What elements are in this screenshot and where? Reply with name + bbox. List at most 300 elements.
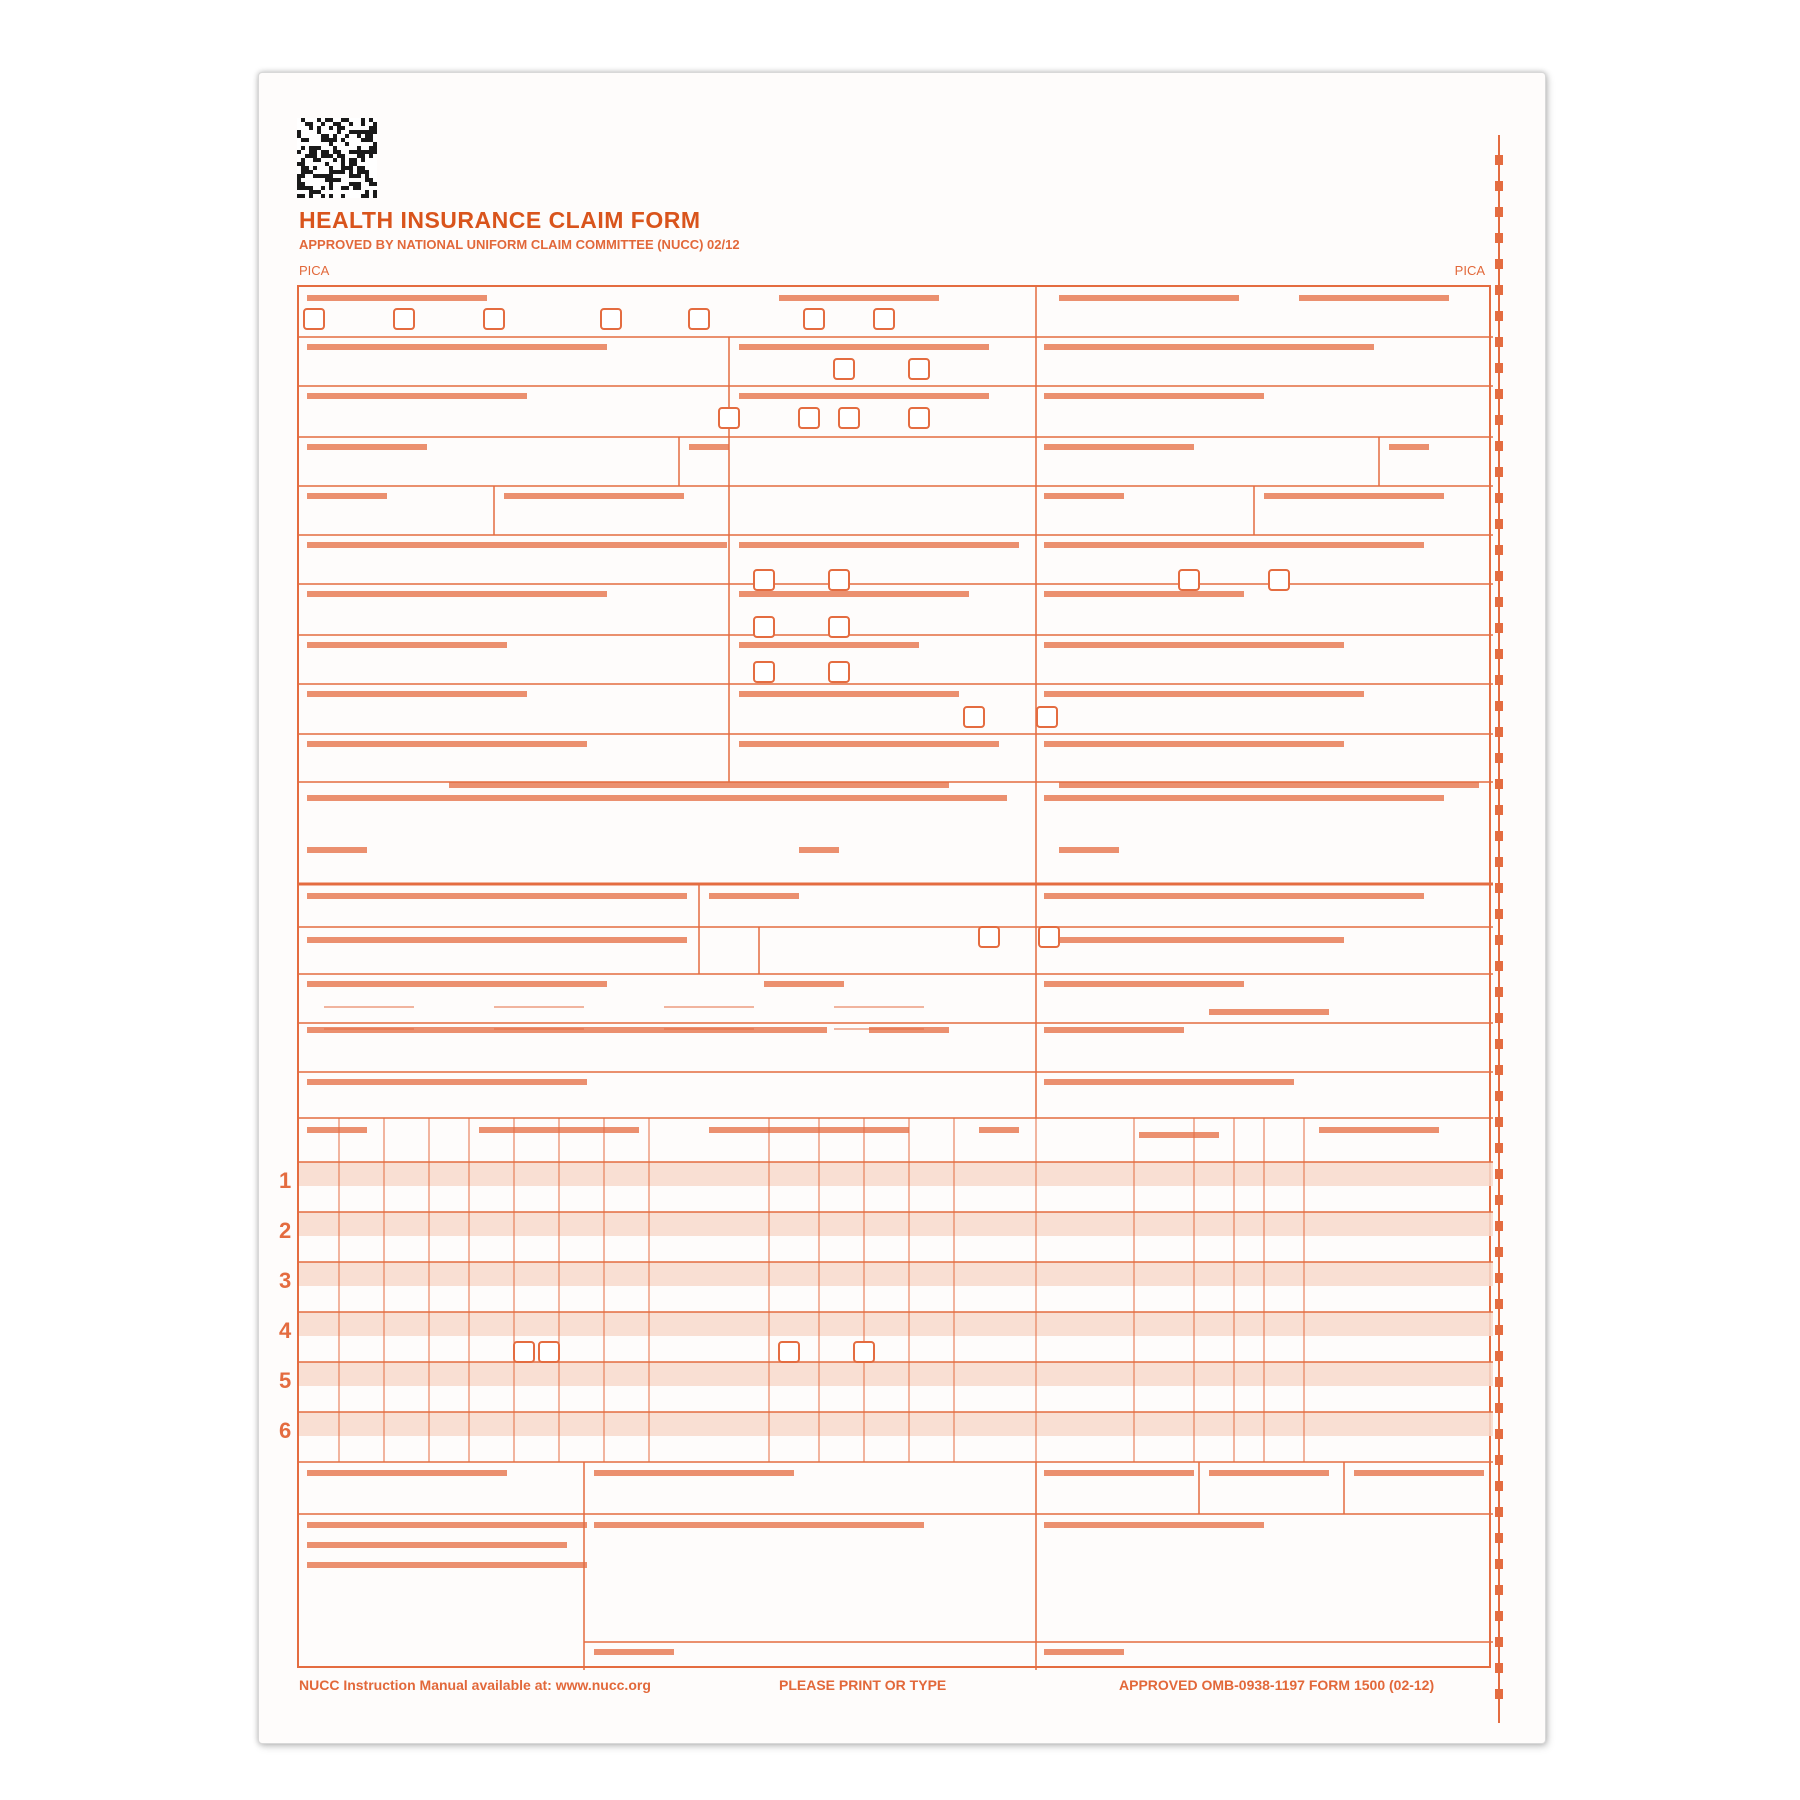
qr-module bbox=[313, 146, 317, 150]
qr-module bbox=[325, 150, 329, 154]
qr-module bbox=[373, 182, 377, 186]
field-label bbox=[1354, 1470, 1484, 1476]
service-line-number: 3 bbox=[279, 1268, 292, 1293]
qr-module bbox=[353, 182, 357, 186]
qr-module bbox=[341, 170, 345, 174]
qr-module bbox=[317, 190, 321, 194]
qr-module bbox=[309, 150, 313, 154]
qr-module bbox=[333, 158, 337, 162]
field-label bbox=[307, 295, 487, 301]
qr-module bbox=[297, 130, 301, 134]
qr-module bbox=[369, 182, 373, 186]
qr-module bbox=[365, 170, 369, 174]
qr-code-icon bbox=[297, 118, 377, 198]
qr-module bbox=[361, 194, 365, 198]
side-bar-mark bbox=[1495, 1689, 1503, 1699]
side-bar-mark bbox=[1495, 1117, 1503, 1127]
qr-module bbox=[321, 122, 325, 126]
field-label bbox=[449, 782, 949, 788]
checkbox[interactable] bbox=[799, 408, 819, 428]
field-label bbox=[709, 1127, 909, 1133]
checkbox[interactable] bbox=[719, 408, 739, 428]
qr-module bbox=[317, 126, 321, 130]
qr-module bbox=[341, 194, 345, 198]
side-bar-mark bbox=[1495, 1091, 1503, 1101]
qr-module bbox=[321, 134, 325, 138]
side-bar-mark bbox=[1495, 1637, 1503, 1647]
side-bar-mark bbox=[1495, 545, 1503, 555]
qr-module bbox=[357, 186, 361, 190]
field-label bbox=[1044, 591, 1244, 597]
field-label bbox=[739, 591, 969, 597]
footer-left-note: NUCC Instruction Manual available at: www.nucc.org bbox=[299, 1677, 651, 1693]
qr-module bbox=[329, 138, 333, 142]
qr-module bbox=[349, 166, 353, 170]
qr-module bbox=[297, 162, 301, 166]
qr-module bbox=[341, 186, 345, 190]
qr-module bbox=[357, 170, 361, 174]
checkbox[interactable] bbox=[304, 309, 324, 329]
field-label bbox=[1209, 1009, 1329, 1015]
side-bar-mark bbox=[1495, 883, 1503, 893]
qr-module bbox=[309, 170, 313, 174]
side-bar-mark bbox=[1495, 1065, 1503, 1075]
side-bar-mark bbox=[1495, 701, 1503, 711]
field-label bbox=[1319, 1127, 1439, 1133]
checkbox[interactable] bbox=[979, 927, 999, 947]
field-label bbox=[1044, 493, 1124, 499]
qr-module bbox=[309, 126, 313, 130]
field-label bbox=[1299, 295, 1449, 301]
field-label bbox=[594, 1522, 924, 1528]
service-line-number: 4 bbox=[279, 1318, 292, 1343]
qr-module bbox=[309, 194, 313, 198]
qr-module bbox=[353, 130, 357, 134]
qr-module bbox=[361, 118, 365, 122]
side-bar-mark bbox=[1495, 779, 1503, 789]
qr-module bbox=[341, 154, 345, 158]
side-bar-mark bbox=[1495, 675, 1503, 685]
qr-module bbox=[361, 138, 365, 142]
service-line-number: 5 bbox=[279, 1368, 292, 1393]
form-grid bbox=[297, 285, 1491, 1668]
pica-label-right: PICA bbox=[1454, 263, 1485, 278]
checkbox[interactable] bbox=[829, 570, 849, 590]
field-label bbox=[307, 1027, 827, 1033]
field-label bbox=[1044, 1027, 1184, 1033]
qr-module bbox=[301, 146, 305, 150]
field-label bbox=[979, 1127, 1019, 1133]
side-bar-mark bbox=[1495, 1273, 1503, 1283]
qr-module bbox=[325, 154, 329, 158]
field-label bbox=[739, 344, 989, 350]
qr-module bbox=[321, 194, 325, 198]
qr-module bbox=[325, 118, 329, 122]
side-bar-mark bbox=[1495, 233, 1503, 243]
side-bar-mark bbox=[1495, 649, 1503, 659]
qr-module bbox=[329, 166, 333, 170]
qr-module bbox=[329, 182, 333, 186]
service-line-shade bbox=[299, 1412, 1493, 1436]
field-label bbox=[307, 493, 387, 499]
field-label bbox=[307, 981, 607, 987]
qr-module bbox=[305, 186, 309, 190]
field-label bbox=[689, 444, 729, 450]
qr-module bbox=[369, 178, 373, 182]
form-subtitle: APPROVED BY NATIONAL UNIFORM CLAIM COMMITTEE (NUCC) 02/12 bbox=[299, 237, 740, 252]
qr-module bbox=[373, 122, 377, 126]
field-label bbox=[709, 893, 799, 899]
qr-module bbox=[369, 154, 373, 158]
qr-module bbox=[373, 190, 377, 194]
qr-module bbox=[373, 194, 377, 198]
qr-module bbox=[317, 158, 321, 162]
qr-module bbox=[341, 162, 345, 166]
qr-module bbox=[341, 158, 345, 162]
qr-module bbox=[301, 174, 305, 178]
checkbox[interactable] bbox=[909, 408, 929, 428]
checkbox[interactable] bbox=[539, 1342, 559, 1362]
field-label bbox=[1044, 691, 1364, 697]
field-label bbox=[1044, 795, 1444, 801]
side-bar-mark bbox=[1495, 753, 1503, 763]
qr-module bbox=[333, 134, 337, 138]
qr-module bbox=[361, 154, 365, 158]
field-label bbox=[1044, 937, 1344, 943]
qr-module bbox=[305, 170, 309, 174]
side-bar-mark bbox=[1495, 597, 1503, 607]
qr-module bbox=[333, 122, 337, 126]
service-line-shade bbox=[299, 1362, 1493, 1386]
side-bar-mark bbox=[1495, 727, 1503, 737]
side-bar-mark bbox=[1495, 1403, 1503, 1413]
field-label bbox=[307, 444, 427, 450]
qr-module bbox=[349, 174, 353, 178]
qr-module bbox=[345, 142, 349, 146]
side-bar-mark bbox=[1495, 1299, 1503, 1309]
field-label bbox=[307, 1522, 587, 1528]
carrier-side-bar bbox=[1492, 135, 1506, 1723]
side-bar-mark bbox=[1495, 181, 1503, 191]
qr-module bbox=[357, 146, 361, 150]
qr-module bbox=[317, 118, 321, 122]
side-bar-mark bbox=[1495, 1559, 1503, 1569]
side-bar-mark bbox=[1495, 1377, 1503, 1387]
field-label bbox=[739, 691, 959, 697]
side-bar-mark bbox=[1495, 909, 1503, 919]
side-bar-mark bbox=[1495, 363, 1503, 373]
side-bar-mark bbox=[1495, 1611, 1503, 1621]
field-label bbox=[739, 393, 989, 399]
qr-module bbox=[369, 138, 373, 142]
field-label bbox=[307, 393, 527, 399]
qr-module bbox=[349, 162, 353, 166]
qr-module bbox=[301, 118, 305, 122]
field-label bbox=[1044, 893, 1424, 899]
checkbox[interactable] bbox=[854, 1342, 874, 1362]
qr-module bbox=[361, 170, 365, 174]
side-bar-mark bbox=[1495, 207, 1503, 217]
qr-module bbox=[361, 122, 365, 126]
field-label bbox=[1139, 1132, 1219, 1138]
checkbox[interactable] bbox=[394, 309, 414, 329]
side-bar-mark bbox=[1495, 1585, 1503, 1595]
qr-module bbox=[329, 126, 333, 130]
field-label bbox=[504, 493, 684, 499]
field-label bbox=[1044, 741, 1344, 747]
qr-module bbox=[357, 130, 361, 134]
qr-module bbox=[329, 142, 333, 146]
qr-module bbox=[361, 166, 365, 170]
checkbox[interactable] bbox=[1269, 570, 1289, 590]
field-label bbox=[594, 1649, 674, 1655]
qr-module bbox=[301, 186, 305, 190]
field-label bbox=[739, 642, 919, 648]
qr-module bbox=[337, 130, 341, 134]
checkbox[interactable] bbox=[514, 1342, 534, 1362]
qr-module bbox=[369, 118, 373, 122]
qr-module bbox=[313, 174, 317, 178]
qr-module bbox=[301, 158, 305, 162]
qr-module bbox=[313, 154, 317, 158]
field-label bbox=[869, 1027, 949, 1033]
side-bar-mark bbox=[1495, 857, 1503, 867]
qr-module bbox=[365, 178, 369, 182]
checkbox[interactable] bbox=[484, 309, 504, 329]
qr-module bbox=[309, 146, 313, 150]
side-bar-mark bbox=[1495, 519, 1503, 529]
qr-module bbox=[341, 138, 345, 142]
side-bar-mark bbox=[1495, 415, 1503, 425]
qr-module bbox=[297, 174, 301, 178]
qr-module bbox=[361, 158, 365, 162]
qr-module bbox=[353, 174, 357, 178]
checkbox[interactable] bbox=[874, 309, 894, 329]
pica-label-left: PICA bbox=[299, 263, 330, 278]
qr-module bbox=[357, 182, 361, 186]
side-bar-mark bbox=[1495, 1169, 1503, 1179]
qr-module bbox=[337, 150, 341, 154]
service-line-shade bbox=[299, 1312, 1493, 1336]
field-label bbox=[764, 981, 844, 987]
qr-module bbox=[349, 150, 353, 154]
side-bar-mark bbox=[1495, 1351, 1503, 1361]
field-label bbox=[307, 1470, 507, 1476]
claim-form-sheet bbox=[258, 72, 1546, 1744]
side-bar-mark bbox=[1495, 155, 1503, 165]
side-bar-mark bbox=[1495, 961, 1503, 971]
qr-module bbox=[329, 170, 333, 174]
qr-module bbox=[317, 174, 321, 178]
qr-module bbox=[369, 126, 373, 130]
qr-module bbox=[357, 134, 361, 138]
qr-module bbox=[297, 186, 301, 190]
qr-module bbox=[357, 174, 361, 178]
checkbox[interactable] bbox=[601, 309, 621, 329]
qr-module bbox=[337, 122, 341, 126]
qr-module bbox=[365, 138, 369, 142]
qr-module bbox=[337, 126, 341, 130]
qr-module bbox=[333, 178, 337, 182]
qr-module bbox=[325, 138, 329, 142]
side-bar-mark bbox=[1495, 1533, 1503, 1543]
qr-module bbox=[353, 186, 357, 190]
qr-module bbox=[357, 166, 361, 170]
form-title: HEALTH INSURANCE CLAIM FORM bbox=[299, 207, 701, 233]
checkbox[interactable] bbox=[1037, 707, 1057, 727]
qr-module bbox=[321, 150, 325, 154]
qr-module bbox=[349, 122, 353, 126]
side-bar-mark bbox=[1495, 1039, 1503, 1049]
field-label bbox=[307, 591, 607, 597]
field-label bbox=[307, 847, 367, 853]
checkbox[interactable] bbox=[909, 359, 929, 379]
checkbox[interactable] bbox=[779, 1342, 799, 1362]
field-label bbox=[307, 795, 1007, 801]
qr-module bbox=[333, 138, 337, 142]
field-label bbox=[479, 1127, 639, 1133]
qr-module bbox=[333, 150, 337, 154]
qr-module bbox=[369, 130, 373, 134]
field-label bbox=[1389, 444, 1429, 450]
side-bar-mark bbox=[1495, 1429, 1503, 1439]
qr-module bbox=[321, 174, 325, 178]
checkbox[interactable] bbox=[829, 617, 849, 637]
qr-module bbox=[309, 122, 313, 126]
qr-module bbox=[361, 130, 365, 134]
field-label bbox=[1209, 1470, 1329, 1476]
side-bar-mark bbox=[1495, 1195, 1503, 1205]
field-label bbox=[1044, 981, 1244, 987]
qr-module bbox=[329, 186, 333, 190]
qr-module bbox=[301, 162, 305, 166]
qr-module bbox=[365, 194, 369, 198]
side-bar-mark bbox=[1495, 1143, 1503, 1153]
side-bar-mark bbox=[1495, 1455, 1503, 1465]
qr-module bbox=[309, 190, 313, 194]
qr-module bbox=[341, 166, 345, 170]
qr-module bbox=[309, 154, 313, 158]
qr-module bbox=[305, 166, 309, 170]
field-label bbox=[739, 741, 999, 747]
qr-module bbox=[325, 174, 329, 178]
qr-module bbox=[297, 182, 301, 186]
field-label bbox=[307, 1542, 567, 1548]
field-label bbox=[307, 1562, 587, 1568]
service-line-number: 6 bbox=[279, 1418, 292, 1443]
footer-center-note: PLEASE PRINT OR TYPE bbox=[779, 1677, 947, 1693]
field-label bbox=[1044, 1470, 1194, 1476]
qr-module bbox=[337, 178, 341, 182]
field-label bbox=[1264, 493, 1444, 499]
side-bar-mark bbox=[1495, 285, 1503, 295]
field-label bbox=[307, 741, 587, 747]
qr-module bbox=[329, 194, 333, 198]
qr-module bbox=[301, 182, 305, 186]
qr-module bbox=[345, 118, 349, 122]
qr-module bbox=[301, 166, 305, 170]
side-bar-mark bbox=[1495, 623, 1503, 633]
qr-module bbox=[345, 166, 349, 170]
footer-right-note: APPROVED OMB-0938-1197 FORM 1500 (02-12) bbox=[1119, 1677, 1435, 1693]
qr-module bbox=[329, 118, 333, 122]
qr-module bbox=[373, 130, 377, 134]
checkbox[interactable] bbox=[839, 408, 859, 428]
side-bar-mark bbox=[1495, 831, 1503, 841]
side-bar-mark bbox=[1495, 1663, 1503, 1673]
checkbox[interactable] bbox=[754, 617, 774, 637]
qr-module bbox=[357, 150, 361, 154]
qr-module bbox=[365, 150, 369, 154]
qr-module bbox=[301, 194, 305, 198]
side-bar-mark bbox=[1495, 389, 1503, 399]
qr-module bbox=[373, 142, 377, 146]
qr-module bbox=[373, 146, 377, 150]
service-line-shade bbox=[299, 1212, 1493, 1236]
checkbox[interactable] bbox=[1039, 927, 1059, 947]
checkbox[interactable] bbox=[834, 359, 854, 379]
checkbox[interactable] bbox=[754, 662, 774, 682]
checkbox[interactable] bbox=[754, 570, 774, 590]
form-grid-lines bbox=[299, 287, 1493, 1670]
checkbox[interactable] bbox=[1179, 570, 1199, 590]
qr-module bbox=[313, 166, 317, 170]
qr-module bbox=[321, 154, 325, 158]
qr-module bbox=[333, 170, 337, 174]
qr-module bbox=[373, 150, 377, 154]
side-bar-mark bbox=[1495, 1013, 1503, 1023]
qr-module bbox=[365, 190, 369, 194]
side-bar-mark bbox=[1495, 337, 1503, 347]
checkbox[interactable] bbox=[964, 707, 984, 727]
side-bar-mark bbox=[1495, 571, 1503, 581]
checkbox[interactable] bbox=[804, 309, 824, 329]
field-label bbox=[1044, 344, 1374, 350]
qr-module bbox=[301, 170, 305, 174]
side-bar-mark bbox=[1495, 1247, 1503, 1257]
qr-module bbox=[329, 174, 333, 178]
qr-module bbox=[301, 138, 305, 142]
checkbox[interactable] bbox=[829, 662, 849, 682]
qr-module bbox=[305, 138, 309, 142]
side-bar-mark bbox=[1495, 259, 1503, 269]
qr-module bbox=[297, 194, 301, 198]
qr-module bbox=[353, 150, 357, 154]
field-label bbox=[1044, 542, 1424, 548]
service-line-number: 2 bbox=[279, 1218, 292, 1243]
qr-module bbox=[297, 178, 301, 182]
side-bar-mark bbox=[1495, 467, 1503, 477]
field-label bbox=[1044, 1522, 1264, 1528]
field-label bbox=[1044, 393, 1264, 399]
qr-module bbox=[337, 170, 341, 174]
qr-module bbox=[317, 146, 321, 150]
qr-module bbox=[349, 158, 353, 162]
qr-module bbox=[345, 186, 349, 190]
qr-module bbox=[317, 130, 321, 134]
qr-module bbox=[365, 174, 369, 178]
side-bar-mark bbox=[1495, 493, 1503, 503]
field-label bbox=[307, 642, 507, 648]
field-label bbox=[1044, 444, 1194, 450]
qr-module bbox=[329, 178, 333, 182]
field-label bbox=[594, 1470, 794, 1476]
checkbox[interactable] bbox=[689, 309, 709, 329]
field-label bbox=[307, 1079, 587, 1085]
qr-module bbox=[373, 126, 377, 130]
field-label bbox=[1044, 1079, 1294, 1085]
qr-module bbox=[337, 154, 341, 158]
